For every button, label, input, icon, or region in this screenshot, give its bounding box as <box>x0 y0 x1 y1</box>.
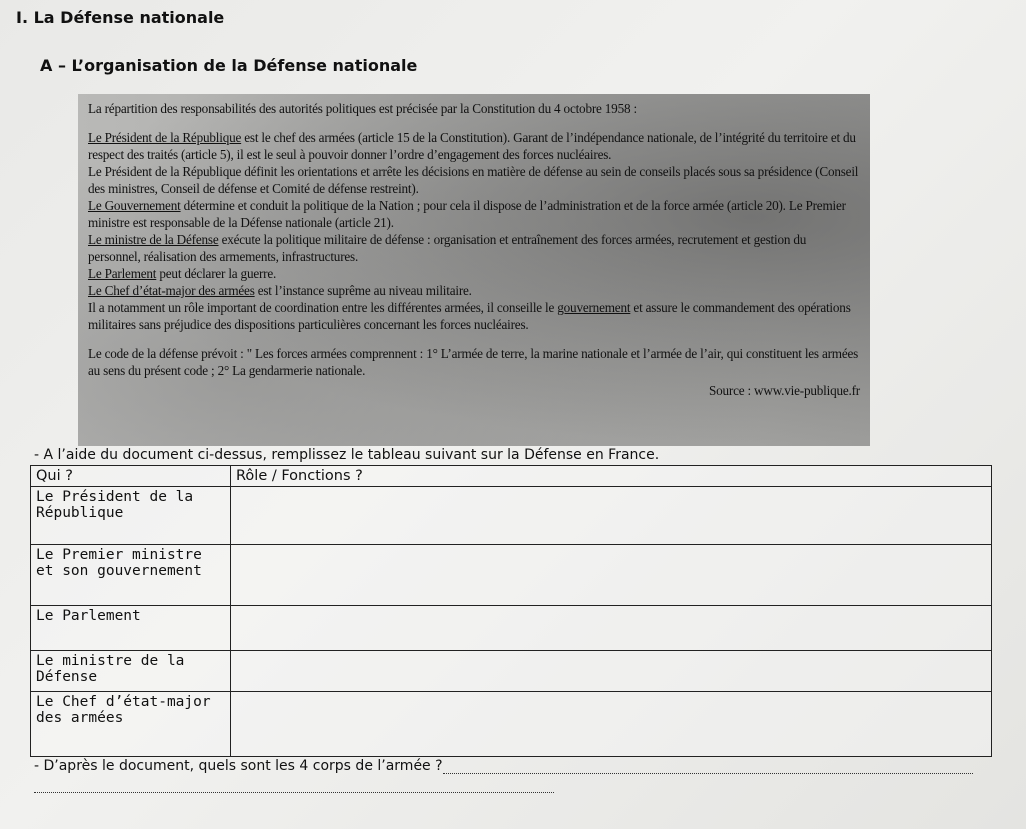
answer-cell-parliament[interactable] <box>231 605 992 650</box>
term-chief-of-staff: Le Chef d’état-major des armées <box>88 283 255 298</box>
answer-cell-president[interactable] <box>231 487 992 544</box>
answer-cell-chief-of-staff[interactable] <box>231 691 992 756</box>
paragraph-government-text: détermine et conduit la politique de la Nation ; pour cela il dispose de l’administration et de la force armée (article 20). Le Premier ministre est responsable de la Défense nationale (article 21). <box>88 198 846 230</box>
defense-table <box>30 465 992 757</box>
paragraph-president-text: est le chef des armées (article 15 de la Constitution). Garant de l’indépendance nationale, de l’intégrité du territoire et du respect des traités (article 5), il est le seul à pouvoir donner l’ordre d’engagement des forces nucléaires. <box>88 130 856 162</box>
paragraph-coordination-text-a: Il a notamment un rôle important de coordination entre les différentes armées, il conseille le <box>88 300 558 315</box>
paragraph-parliament-text: peut déclarer la guerre. <box>156 266 277 281</box>
army-corps-question <box>34 758 973 774</box>
section-title: I. La Défense nationale <box>16 8 225 27</box>
paragraph-defense-code: Le code de la défense prévoit : " Les forces armées comprennent : 1° L’armée de terre, la marine nationale et l’armée de l’air, qui constituent les armées au sens du présent code ; 2° La gendarmerie nationale. <box>88 346 859 378</box>
subsection-title: A – L’organisation de la Défense nationale <box>40 56 418 75</box>
document-source: Source : www.vie-publique.fr <box>708 383 860 398</box>
term-minister: Le ministre de la Défense <box>88 232 219 247</box>
paragraph-president <box>88 129 860 163</box>
term-gouvernement: gouvernement <box>557 300 631 315</box>
answer-line-2[interactable] <box>34 792 554 793</box>
table-row <box>31 544 992 605</box>
header-who: Qui ? <box>31 466 231 487</box>
paragraph-chief-of-staff-text: est l’instance suprême au niveau militaire. <box>254 283 472 298</box>
paragraph-parliament <box>88 265 860 282</box>
paragraph-minister-text: exécute la politique militaire de défense : organisation et entraînement des forces armées, recrutement et gestion du personnel, réalisation des armements, infrastructures. <box>88 232 807 264</box>
term-parliament: Le Parlement <box>88 266 157 281</box>
paragraph-coordination <box>88 299 860 333</box>
row-label-chief-of-staff: Le Chef d’état-major des armées <box>31 691 231 756</box>
answer-line[interactable] <box>443 773 973 774</box>
table-row <box>31 487 992 544</box>
table-header-row <box>31 466 992 487</box>
army-corps-question-text: - D’après le document, quels sont les 4 corps de l’armée ? <box>34 758 443 774</box>
table-row <box>31 605 992 650</box>
term-president: Le Président de la République <box>88 130 242 145</box>
row-label-prime-minister: Le Premier ministre et son gouvernement <box>31 544 231 605</box>
paragraph-government <box>88 197 860 231</box>
term-government: Le Gouvernement <box>88 198 181 213</box>
answer-cell-prime-minister[interactable] <box>231 544 992 605</box>
paragraph-councils: Le Président de la République définit les orientations et arrête les décisions en matière de défense au sein de conseils placés sous sa présidence (Conseil des ministres, Conseil de défense et Comité de défense restreint). <box>88 164 859 196</box>
row-label-president: Le Président de la République <box>31 487 231 544</box>
header-role: Rôle / Fonctions ? <box>231 466 992 487</box>
paragraph-coordination-text-b: et assure le commandement des opérations militaires sans préjudice des dispositions particulières concernant les forces nucléaires. <box>88 300 851 332</box>
row-label-parliament: Le Parlement <box>31 605 231 650</box>
row-label-minister: Le ministre de la Défense <box>31 650 231 691</box>
document-intro: La répartition des responsabilités des autorités politiques est précisée par la Constitution du 4 octobre 1958 : <box>88 101 637 116</box>
paragraph-chief-of-staff <box>88 282 860 299</box>
table-instruction: - A l’aide du document ci-dessus, remplissez le tableau suivant sur la Défense en France. <box>34 447 660 463</box>
table-row <box>31 691 992 756</box>
answer-cell-minister[interactable] <box>231 650 992 691</box>
source-document <box>78 94 870 446</box>
table-row <box>31 650 992 691</box>
paragraph-minister <box>88 231 860 265</box>
